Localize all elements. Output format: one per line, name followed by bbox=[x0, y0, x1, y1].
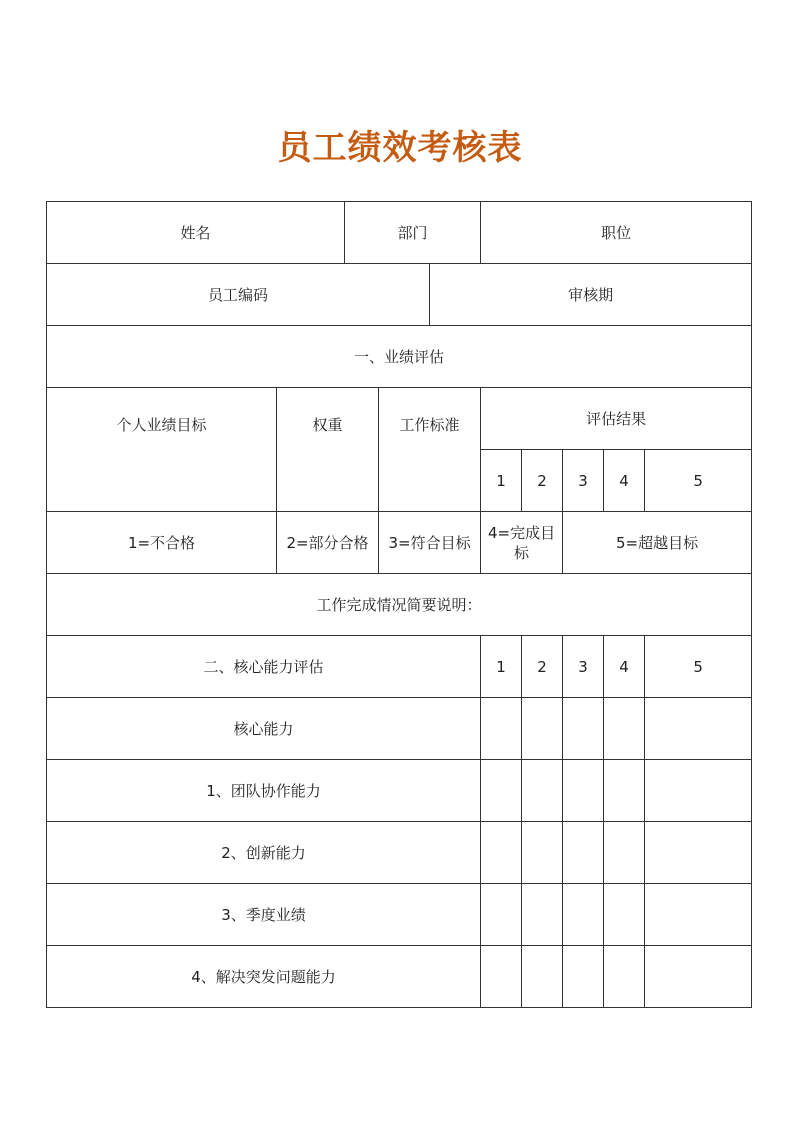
score-cell[interactable] bbox=[481, 698, 522, 760]
score-header-5: 5 bbox=[645, 636, 752, 698]
score-cell[interactable] bbox=[522, 946, 563, 1008]
score-cell[interactable] bbox=[645, 760, 752, 822]
score-cell[interactable] bbox=[604, 760, 645, 822]
section2-heading-row bbox=[47, 636, 752, 698]
score-header-5: 5 bbox=[645, 450, 752, 512]
score-cell[interactable] bbox=[604, 884, 645, 946]
section1-header-row bbox=[47, 388, 752, 450]
score-header-2: 2 bbox=[522, 450, 563, 512]
competency-row bbox=[47, 760, 752, 822]
scale-legend-row bbox=[47, 512, 752, 574]
legend-item: 5=超越目标 bbox=[563, 512, 752, 574]
review-period-label: 审核期 bbox=[430, 264, 752, 326]
page-title: 员工绩效考核表 bbox=[277, 128, 523, 168]
competency-label: 1、团队协作能力 bbox=[47, 760, 481, 822]
score-cell[interactable] bbox=[522, 822, 563, 884]
score-header-4: 4 bbox=[604, 636, 645, 698]
competency-subheading: 核心能力 bbox=[47, 698, 481, 760]
score-cell[interactable] bbox=[481, 760, 522, 822]
score-cell[interactable] bbox=[481, 946, 522, 1008]
performance-review-form bbox=[46, 201, 752, 1008]
competency-row bbox=[47, 884, 752, 946]
legend-item: 1=不合格 bbox=[47, 512, 277, 574]
position-label: 职位 bbox=[481, 202, 752, 264]
department-label: 部门 bbox=[345, 202, 481, 264]
score-cell[interactable] bbox=[563, 884, 604, 946]
result-column-header: 评估结果 bbox=[481, 388, 752, 450]
competency-label: 2、创新能力 bbox=[47, 822, 481, 884]
competency-subheading-row bbox=[47, 698, 752, 760]
section1-heading: 一、业绩评估 bbox=[47, 326, 752, 388]
score-header-1: 1 bbox=[481, 636, 522, 698]
score-header-3: 3 bbox=[563, 450, 604, 512]
score-header-2: 2 bbox=[522, 636, 563, 698]
legend-item: 3=符合目标 bbox=[379, 512, 481, 574]
score-cell[interactable] bbox=[604, 822, 645, 884]
section2-heading: 二、核心能力评估 bbox=[47, 636, 481, 698]
score-cell[interactable] bbox=[645, 698, 752, 760]
work-summary-label: 工作完成情况简要说明： bbox=[47, 574, 752, 636]
legend-item: 2=部分合格 bbox=[277, 512, 379, 574]
section1-heading-row bbox=[47, 326, 752, 388]
score-cell[interactable] bbox=[522, 698, 563, 760]
score-cell[interactable] bbox=[522, 884, 563, 946]
info-row-1 bbox=[47, 202, 752, 264]
score-header-3: 3 bbox=[563, 636, 604, 698]
standard-column-header: 工作标准 bbox=[379, 388, 481, 512]
summary-row bbox=[47, 574, 752, 636]
info-row-2 bbox=[47, 264, 752, 326]
goal-column-header: 个人业绩目标 bbox=[47, 388, 277, 512]
score-cell[interactable] bbox=[563, 946, 604, 1008]
legend-item: 4=完成目标 bbox=[481, 512, 563, 574]
competency-label: 4、解决突发问题能力 bbox=[47, 946, 481, 1008]
score-cell[interactable] bbox=[563, 698, 604, 760]
score-cell[interactable] bbox=[604, 698, 645, 760]
score-cell[interactable] bbox=[563, 760, 604, 822]
name-label: 姓名 bbox=[47, 202, 345, 264]
score-cell[interactable] bbox=[604, 946, 645, 1008]
score-cell[interactable] bbox=[645, 884, 752, 946]
competency-row bbox=[47, 946, 752, 1008]
score-cell[interactable] bbox=[645, 946, 752, 1008]
score-header-4: 4 bbox=[604, 450, 645, 512]
competency-label: 3、季度业绩 bbox=[47, 884, 481, 946]
employee-id-label: 员工编码 bbox=[47, 264, 430, 326]
score-cell[interactable] bbox=[645, 822, 752, 884]
competency-row bbox=[47, 822, 752, 884]
score-cell[interactable] bbox=[481, 822, 522, 884]
score-header-1: 1 bbox=[481, 450, 522, 512]
weight-column-header: 权重 bbox=[277, 388, 379, 512]
score-cell[interactable] bbox=[563, 822, 604, 884]
score-cell[interactable] bbox=[481, 884, 522, 946]
score-cell[interactable] bbox=[522, 760, 563, 822]
